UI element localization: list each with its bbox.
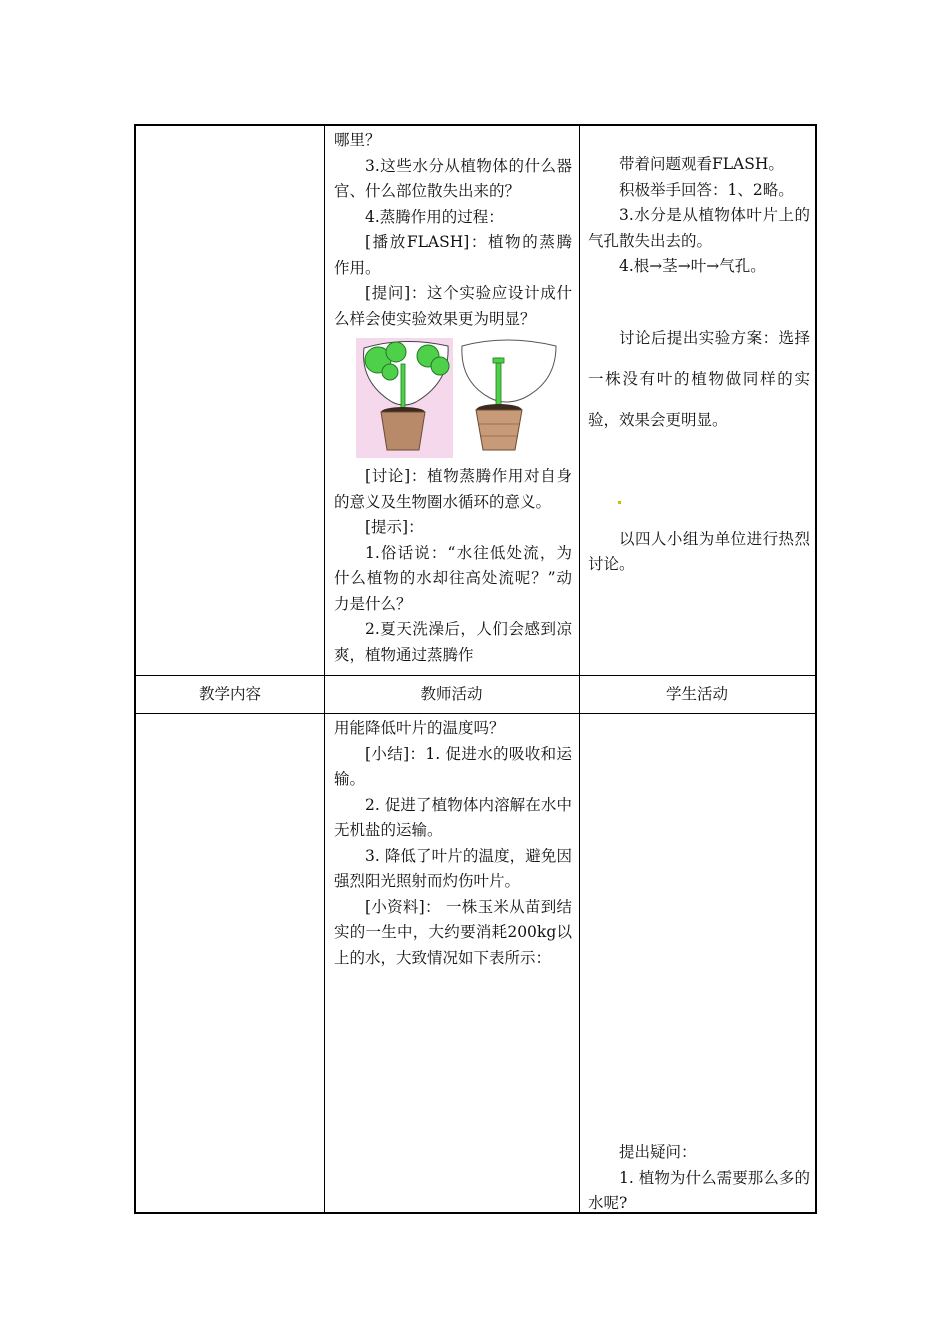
leafless-plant-stem bbox=[496, 358, 501, 408]
student-text: 带着问题观看FLASH。 bbox=[619, 155, 784, 173]
right-pot bbox=[476, 410, 522, 450]
student-text: 4.根→茎→叶→气孔。 bbox=[619, 257, 766, 275]
header-teaching-content: 教学内容 bbox=[198, 685, 261, 703]
student-text: 1. 植物为什么需要那么多的水呢? bbox=[588, 1168, 810, 1212]
teacher-text: 1.俗话说：“水往低处流，为什么植物的水却往高处流呢？”动力是什么？ bbox=[334, 543, 572, 613]
transpiration-experiment-figure bbox=[356, 338, 596, 458]
teacher-text: 2. 促进了植物体内溶解在水中无机盐的运输。 bbox=[334, 795, 572, 839]
stray-mark bbox=[588, 441, 810, 519]
column-divider-1 bbox=[324, 126, 325, 1212]
teacher-activity-cell-bottom bbox=[334, 716, 572, 971]
header-student-activity: 学生活动 bbox=[665, 685, 728, 703]
student-activity-cell-bottom bbox=[588, 1140, 810, 1217]
header-teacher-activity: 教师活动 bbox=[420, 685, 483, 703]
header-bottom-line bbox=[136, 713, 815, 714]
teacher-text: 2.夏天洗澡后，人们会感到凉爽，植物通过蒸腾作 bbox=[334, 620, 572, 664]
teacher-text: [小结]：1. 促进水的吸收和运输。 bbox=[334, 744, 572, 788]
teacher-text: [小资料]： 一株玉米从苗到结实的一生中，大约要消耗200kg以上的水，大致情况如下表所示： bbox=[334, 897, 572, 967]
teacher-text: [提问]：这个实验应设计成什么样会使实验效果更为明显？ bbox=[334, 284, 572, 328]
teacher-text: 哪里？ bbox=[334, 131, 381, 149]
student-text: 3.水分是从植物体叶片上的气孔散失出去的。 bbox=[588, 206, 810, 250]
teacher-text: 3. 降低了叶片的温度，避免因强烈阳光照射而灼伤叶片。 bbox=[334, 846, 572, 890]
teacher-text: 用能降低叶片的温度吗？ bbox=[334, 719, 505, 737]
student-text: 以四人小组为单位进行热烈讨论。 bbox=[588, 529, 810, 573]
marker-dot bbox=[618, 501, 621, 504]
student-text: 讨论后提出实验方案：选择一株没有叶的植物做同样的实验，效果会更明显。 bbox=[588, 328, 810, 429]
teacher-text: [讨论]：植物蒸腾作用对自身的意义及生物圈水循环的意义。 bbox=[334, 467, 572, 511]
plastic-bag-right bbox=[462, 340, 556, 402]
student-activity-cell-top bbox=[588, 152, 810, 578]
teacher-text: [提示]： bbox=[365, 518, 424, 536]
teacher-text: 4.蒸腾作用的过程： bbox=[365, 207, 504, 226]
lesson-table bbox=[134, 124, 817, 1214]
plant-pots-illustration bbox=[356, 338, 596, 458]
left-pot bbox=[381, 412, 425, 450]
teacher-text: 3.这些水分从植物体的什么器官、什么部位散失出来的？ bbox=[334, 156, 572, 200]
left-plant-stem bbox=[401, 364, 405, 410]
teacher-text: [播放FLASH]：植物的蒸腾作用。 bbox=[334, 233, 572, 277]
student-text: 积极举手回答：1、2略。 bbox=[619, 180, 794, 199]
student-text: 提出疑问： bbox=[619, 1143, 697, 1161]
teacher-activity-cell-top bbox=[334, 128, 572, 668]
column-divider-2 bbox=[579, 126, 580, 1212]
